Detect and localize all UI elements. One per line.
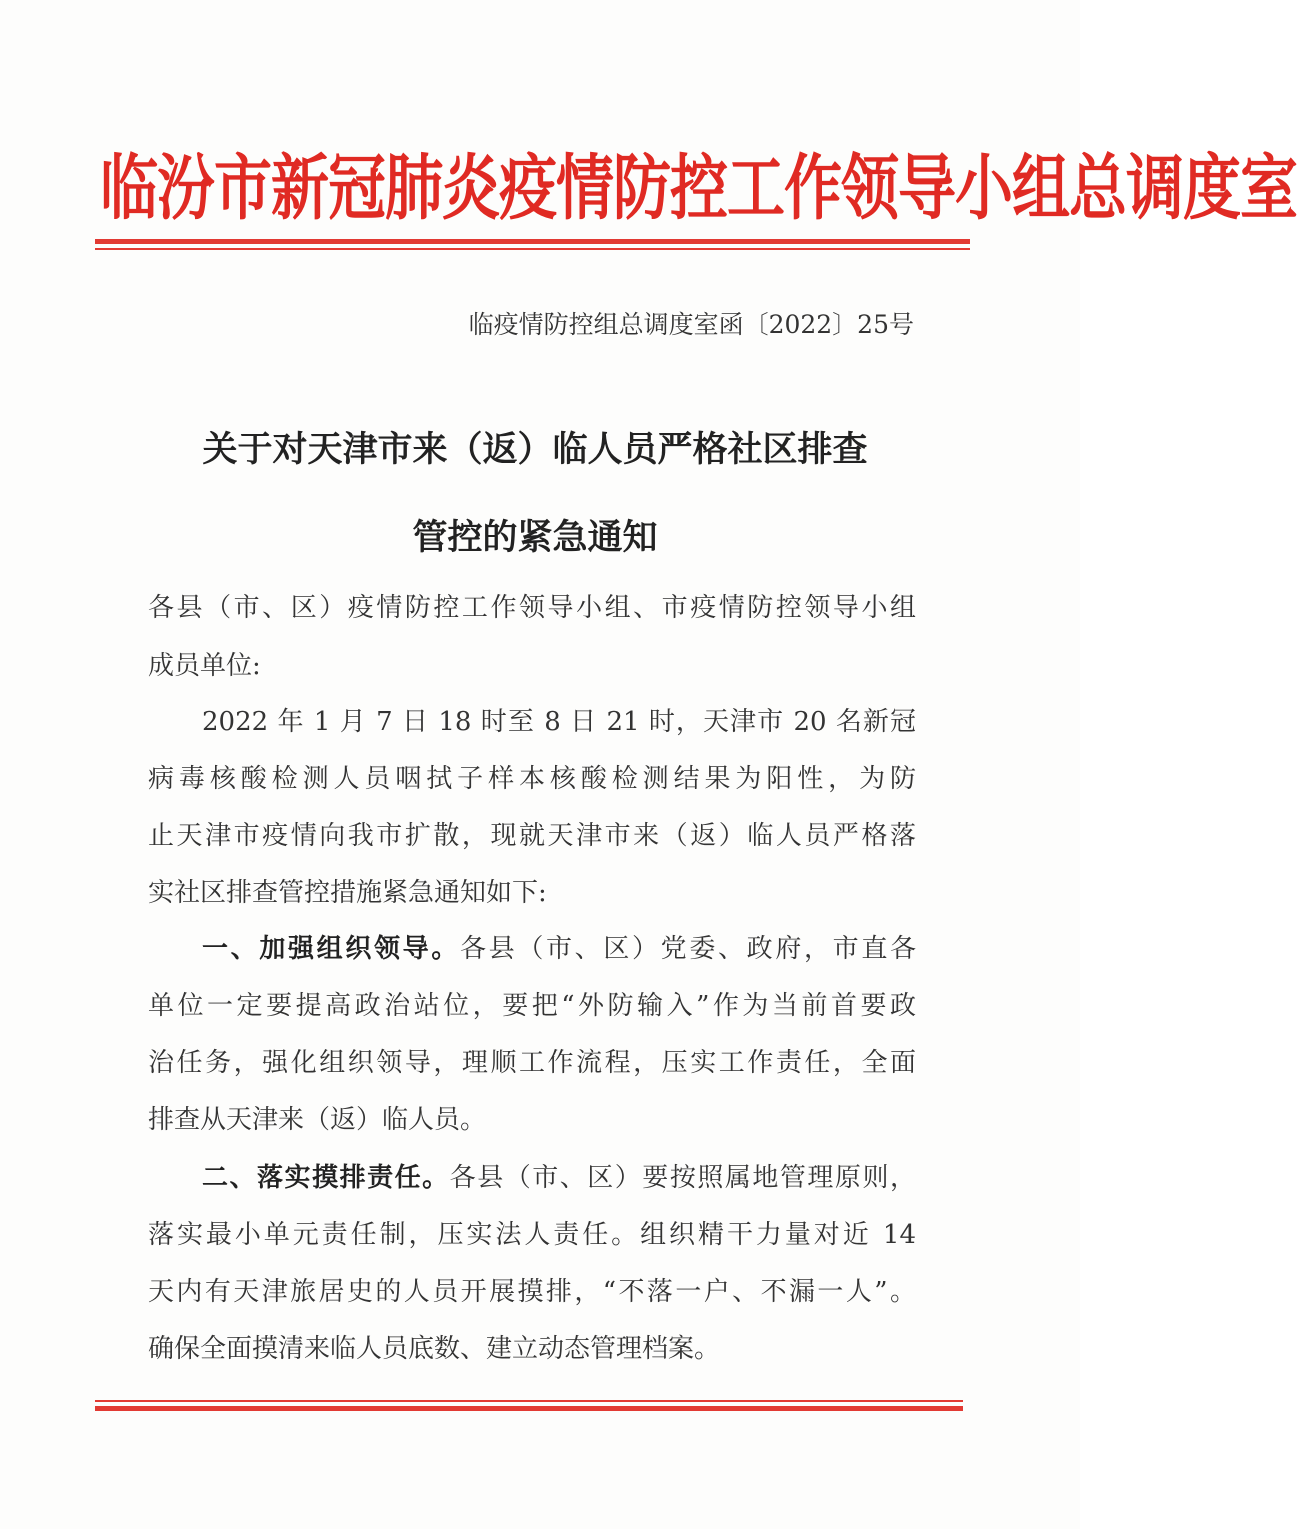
section-2-line-1 [202,1158,916,1198]
section-2-line-2: 落实最小单元责任制，压实法人责任。组织精干力量对近 14 [148,1220,916,1250]
document-title-line-2: 管控的紧急通知 [412,518,658,558]
section-2-line-3: 天内有天津旅居史的人员开展摸排，“不落一户、不漏一人”。 [148,1277,916,1307]
addressee-line-2: 成员单位: [148,651,261,681]
section-1-line-3: 治任务，强化组织领导，理顺工作流程，压实工作责任，全面 [148,1048,916,1078]
intro-line-1: 2022 年 1 月 7 日 18 时至 8 日 21 时，天津市 20 名新冠 [202,707,916,737]
header-red-rule-thin [95,248,970,250]
section-2-line-4: 确保全面摸清来临人员底数、建立动态管理档案。 [148,1334,721,1364]
intro-line-4: 实社区排查管控措施紧急通知如下: [148,878,547,908]
intro-line-2: 病毒核酸检测人员咽拭子样本核酸检测结果为阳性，为防 [148,764,916,794]
section-1-heading: 一、加强组织领导。 [202,934,460,964]
footer-red-rule-thick [95,1406,963,1411]
section-1-line-1-text: 各县（市、区）党委、政府，市直各 [460,934,916,964]
document-title-line-1: 关于对天津市来（返）临人员严格社区排查 [202,430,868,470]
intro-line-3: 止天津市疫情向我市扩散，现就天津市来（返）临人员严格落 [148,821,916,851]
section-2-heading: 二、落实摸排责任。 [202,1163,450,1193]
footer-red-rule-thin [95,1400,963,1402]
section-1-line-1 [202,929,916,969]
section-2-line-1-text: 各县（市、区）要按照属地管理原则， [449,1163,916,1193]
header-red-rule-thick [95,239,970,244]
document-number: 临疫情防控组总调度室函〔2022〕25号 [468,310,914,339]
addressee-line-1: 各县（市、区）疫情防控工作领导小组、市疫情防控领导小组 [148,593,916,623]
section-1-line-2: 单位一定要提高政治站位，要把“外防输入”作为当前首要政 [148,991,916,1021]
section-1-line-4: 排查从天津来（返）临人员。 [148,1105,487,1135]
issuing-organization-header: 临汾市新冠肺炎疫情防控工作领导小组总调度室 [100,146,1297,230]
